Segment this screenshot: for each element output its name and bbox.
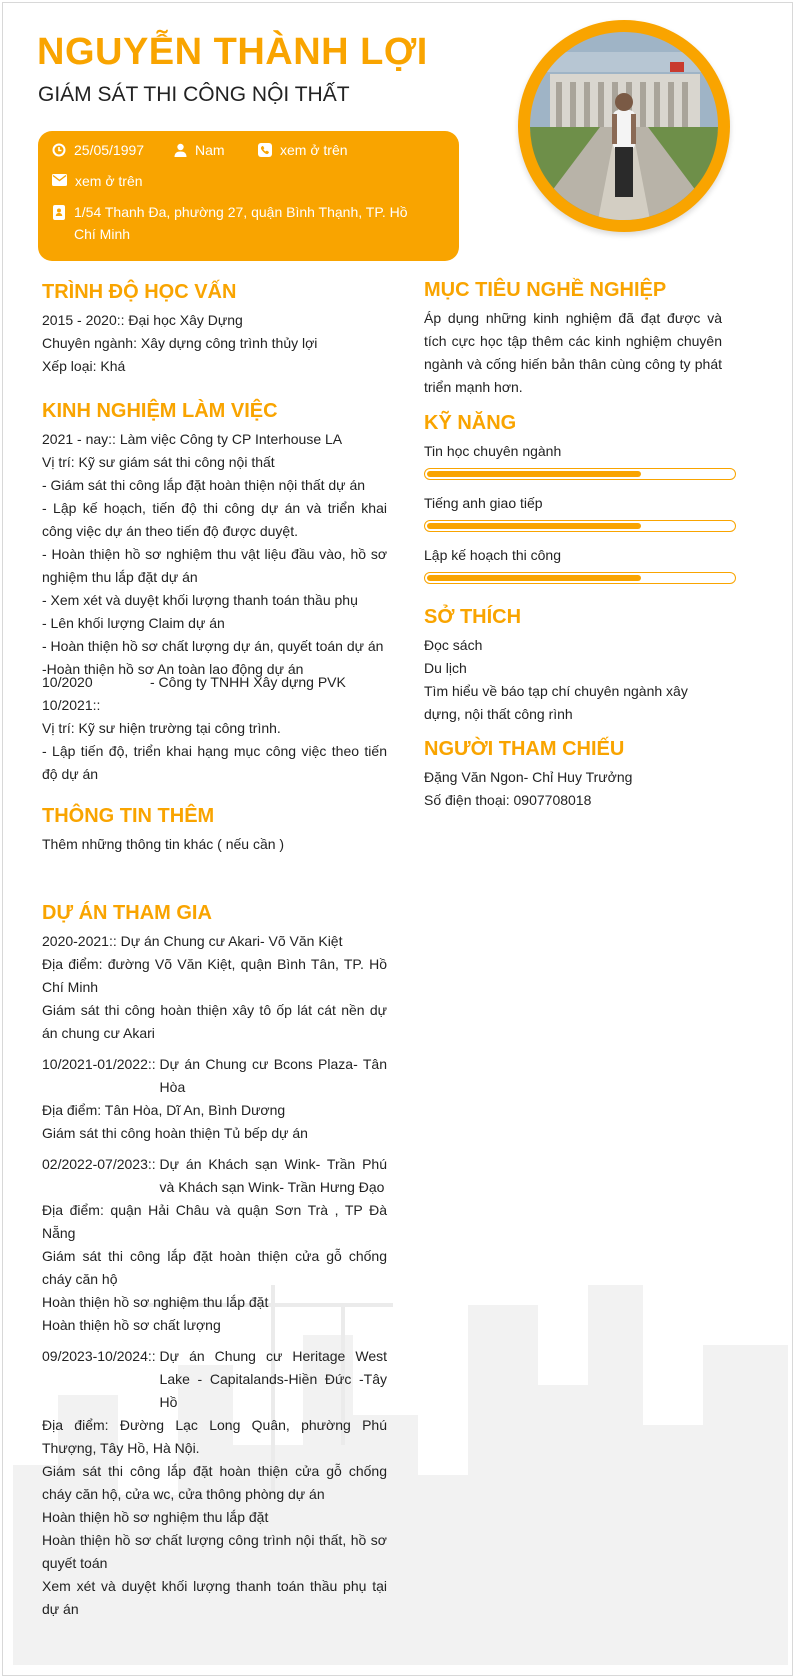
- education-line: Xếp loại: Khá: [42, 358, 126, 374]
- project-line: Giám sát thi công hoàn thiện Tủ bếp dự án: [42, 1125, 308, 1141]
- skill-label: Lập kế hoạch thi công: [424, 547, 561, 563]
- job-task: - Hoàn thiện hồ sơ chất lượng dự án, quyết toán dự án: [42, 638, 384, 654]
- profile-photo: [530, 32, 718, 220]
- project-item: [42, 1345, 387, 1621]
- email-text[interactable]: xem ở trên: [75, 173, 143, 189]
- objective-heading: MỤC TIÊU NGHỀ NGHIỆP: [424, 279, 667, 301]
- skill-bar-fill: [427, 471, 641, 477]
- project-line: Hoàn thiện hồ sơ chất lượng: [42, 1317, 221, 1333]
- education-section: [42, 309, 387, 378]
- education-line: 2015 - 2020:: Đại học Xây Dựng: [42, 312, 243, 328]
- project-name: Dự án Chung cư Bcons Plaza- Tân Hòa: [159, 1056, 387, 1095]
- project-name: Dự án Khách sạn Wink- Trần Phú và Khách sạn Wink- Trần Hưng Đạo: [159, 1156, 387, 1195]
- education-line: Chuyên ngành: Xây dựng công trình thủy lợi: [42, 335, 318, 351]
- job-period-end: 10/2021::: [42, 697, 101, 713]
- references-section: [424, 766, 722, 812]
- hobbies-section: [424, 634, 722, 726]
- address-item: [52, 201, 412, 245]
- phone-text[interactable]: xem ở trên: [280, 142, 348, 158]
- projects-heading: DỰ ÁN THAM GIA: [42, 902, 212, 924]
- additional-text: Thêm những thông tin khác ( nếu cần ): [42, 836, 285, 852]
- contact-box: [38, 131, 459, 261]
- project-period: 10/2021-01/2022::: [42, 1056, 156, 1072]
- job-task: - Lập tiến độ, triển khai hạng mục công việc theo tiến độ dự án: [42, 743, 387, 782]
- skills-heading: KỸ NĂNG: [424, 412, 517, 434]
- job-task: - Lập kế hoạch, tiến độ thi công dự án và triển khai công việc dự án theo tiến độ được duyệt.: [42, 500, 387, 539]
- projects-section: [42, 930, 387, 1621]
- cv-page: [2, 2, 793, 1676]
- project-line: Địa điểm: đường Võ Văn Kiệt, quận Bình Tân, TP. Hồ Chí Minh: [42, 956, 387, 995]
- email-item: [52, 170, 143, 192]
- experience-job-1: [42, 428, 387, 681]
- avatar-frame: [518, 20, 730, 232]
- project-line: Hoàn thiện hồ sơ nghiệm thu lắp đặt: [42, 1294, 269, 1310]
- phone-icon: [258, 143, 272, 157]
- job-title: GIÁM SÁT THI CÔNG NỘI THẤT: [38, 83, 350, 106]
- email-icon: [52, 174, 67, 186]
- objective-text: Áp dụng những kinh nghiệm đã đạt được và tích cực học tập thêm các kinh nghiệm chuyên ngành và cống hiến bản thân cùng công ty phát triển mạnh hơn.: [424, 310, 722, 395]
- job-task: - Lên khối lượng Claim dự án: [42, 615, 225, 631]
- project-item: [42, 1153, 387, 1337]
- gender-item: [174, 139, 225, 161]
- references-heading: NGƯỜI THAM CHIẾU: [424, 738, 625, 760]
- job-task: - Hoàn thiện hồ sơ nghiệm thu vật liệu đầu vào, hồ sơ nghiệm thu lắp đặt dự án: [42, 546, 387, 585]
- project-item: [42, 1053, 387, 1145]
- birthday-item: [52, 139, 144, 161]
- phone-item: [258, 139, 348, 161]
- hobby-item: Du lịch: [424, 660, 467, 676]
- project-item: [42, 930, 387, 1045]
- job-task: - Xem xét và duyệt khối lượng thanh toán thầu phụ: [42, 592, 358, 608]
- user-icon: [174, 143, 187, 157]
- project-period: 09/2023-10/2024::: [42, 1348, 156, 1364]
- project-period: 02/2022-07/2023::: [42, 1156, 156, 1172]
- gender-text: Nam: [195, 142, 225, 158]
- address-text: 1/54 Thanh Đa, phường 27, quận Bình Thạnh, TP. Hồ Chí Minh: [74, 204, 408, 242]
- experience-job-2: [42, 671, 387, 786]
- avatar: [530, 32, 718, 220]
- address-book-icon: [52, 205, 66, 220]
- skill-bar: [424, 520, 736, 532]
- project-line: Giám sát thi công lắp đặt hoàn thiện cửa gỗ chống cháy căn hộ, cửa wc, cửa thông phòng dự án: [42, 1463, 387, 1502]
- project-line: Địa điểm: Tân Hòa, Dĩ An, Bình Dương: [42, 1102, 286, 1118]
- project-line: Giám sát thi công lắp đặt hoàn thiện cửa gỗ chống cháy căn hộ: [42, 1248, 387, 1287]
- project-line: Hoàn thiện hồ sơ chất lượng công trình nội thất, hồ sơ quyết toán: [42, 1532, 387, 1571]
- project-line: Giám sát thi công hoàn thiện xây tô ốp lát cát nền dự án chung cư Akari: [42, 1002, 387, 1041]
- project-name: Dự án Chung cư Heritage West Lake - Capitalands-Hiền Đức -Tây Hồ: [159, 1348, 387, 1410]
- job-position: Vị trí: Kỹ sư giám sát thi công nội thất: [42, 454, 275, 470]
- project-line: Hoàn thiện hồ sơ nghiệm thu lắp đặt: [42, 1509, 269, 1525]
- skill-bar: [424, 468, 736, 480]
- project-period: 2020-2021::: [42, 933, 117, 949]
- skill-label: Tiếng anh giao tiếp: [424, 495, 543, 511]
- additional-heading: THÔNG TIN THÊM: [42, 805, 215, 827]
- skill-label: Tin học chuyên ngành: [424, 443, 562, 459]
- skill-bar: [424, 572, 736, 584]
- skill-bar-fill: [427, 523, 641, 529]
- project-line: Xem xét và duyệt khối lượng thanh toán thầu phụ tại dự án: [42, 1578, 387, 1617]
- birthday-text: 25/05/1997: [74, 142, 145, 158]
- job-task: - Giám sát thi công lắp đặt hoàn thiện nội thất dự án: [42, 477, 366, 493]
- project-line: Địa điểm: quận Hải Châu và quận Sơn Trà , TP Đà Nẵng: [42, 1202, 387, 1241]
- hobbies-heading: SỞ THÍCH: [424, 606, 522, 628]
- hobby-item: Tìm hiểu về báo tạp chí chuyên ngành xây dựng, nội thất công rình: [424, 683, 688, 722]
- project-line: Địa điểm: Đường Lạc Long Quân, phường Phú Thượng, Tây Hồ, Hà Nội.: [42, 1417, 387, 1456]
- experience-heading: KINH NGHIỆM LÀM VIỆC: [42, 400, 278, 422]
- job-position: Vị trí: Kỹ sư hiện trường tại công trình.: [42, 720, 281, 736]
- job-period: 2021 - nay::: [42, 431, 116, 447]
- candidate-name: NGUYỄN THÀNH LỢI: [37, 31, 428, 73]
- skill-bar-fill: [427, 575, 641, 581]
- reference-line: Số điện thoại: 0907708018: [424, 792, 592, 808]
- job-company: - Công ty TNHH Xây dựng PVK: [150, 674, 346, 690]
- clock-icon: [52, 143, 66, 157]
- job-company: Làm việc Công ty CP Interhouse LA: [119, 431, 343, 447]
- education-heading: TRÌNH ĐỘ HỌC VẤN: [42, 281, 237, 303]
- reference-line: Đặng Văn Ngon- Chỉ Huy Trưởng: [424, 769, 633, 785]
- project-name: Dự án Chung cư Akari- Võ Văn Kiệt: [120, 933, 343, 949]
- job-period-start: 10/2020: [42, 674, 93, 690]
- job-task: -Hoàn thiện hồ sơ An toàn lao động dự án: [42, 661, 304, 677]
- hobby-item: Đọc sách: [424, 637, 483, 653]
